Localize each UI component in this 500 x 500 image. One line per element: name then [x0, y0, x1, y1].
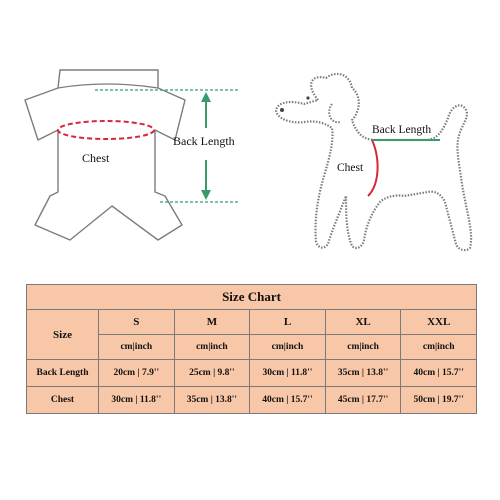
- size-s-cell: S: [99, 310, 175, 335]
- back-length-value: 40cm | 15.7'': [401, 360, 477, 387]
- back-length-value: 20cm | 7.9'': [99, 360, 175, 387]
- size-m-cell: M: [174, 310, 250, 335]
- dog-chest-label: Chest: [337, 162, 364, 174]
- back-length-row-label: Back Length: [27, 360, 99, 387]
- arrow-up-icon: [201, 92, 211, 102]
- back-length-value: 35cm | 13.8'': [325, 360, 401, 387]
- dog-eye: [306, 96, 309, 99]
- unit-cell: cm|inch: [99, 335, 175, 360]
- chest-value: 50cm | 19.7'': [401, 387, 477, 414]
- chest-value: 45cm | 17.7'': [325, 387, 401, 414]
- chest-value: 30cm | 11.8'': [99, 387, 175, 414]
- shirt-chest-measure-line: [58, 121, 154, 139]
- size-chart-title: Size Chart: [27, 285, 477, 310]
- shirt-collar: [58, 84, 158, 88]
- size-l-cell: L: [250, 310, 326, 335]
- unit-cell: cm|inch: [401, 335, 477, 360]
- size-chart-table: [26, 284, 477, 414]
- size-chart-title-row: [27, 285, 477, 310]
- shirt-back-length-label: Back Length: [173, 134, 235, 148]
- dog-back-length-label: Back Length: [372, 124, 432, 136]
- size-xl-cell: XL: [325, 310, 401, 335]
- back-length-row: [27, 360, 477, 387]
- back-length-value: 30cm | 11.8'': [250, 360, 326, 387]
- chest-value: 35cm | 13.8'': [174, 387, 250, 414]
- back-length-value: 25cm | 9.8'': [174, 360, 250, 387]
- size-xxl-cell: XXL: [401, 310, 477, 335]
- chest-value: 40cm | 15.7'': [250, 387, 326, 414]
- unit-cell: cm|inch: [174, 335, 250, 360]
- unit-cell: cm|inch: [325, 335, 401, 360]
- dog-nose: [280, 108, 284, 112]
- arrow-down-icon: [201, 190, 211, 200]
- dog-chest-measure-line: [368, 140, 378, 196]
- chest-row: [27, 387, 477, 414]
- chest-row-label: Chest: [27, 387, 99, 414]
- dog-outline: [276, 74, 471, 250]
- shirt-chest-label: Chest: [82, 151, 110, 165]
- size-header-cell: Size: [27, 310, 99, 360]
- dog-ear: [329, 104, 340, 122]
- size-header-row: [27, 310, 477, 335]
- unit-cell: cm|inch: [250, 335, 326, 360]
